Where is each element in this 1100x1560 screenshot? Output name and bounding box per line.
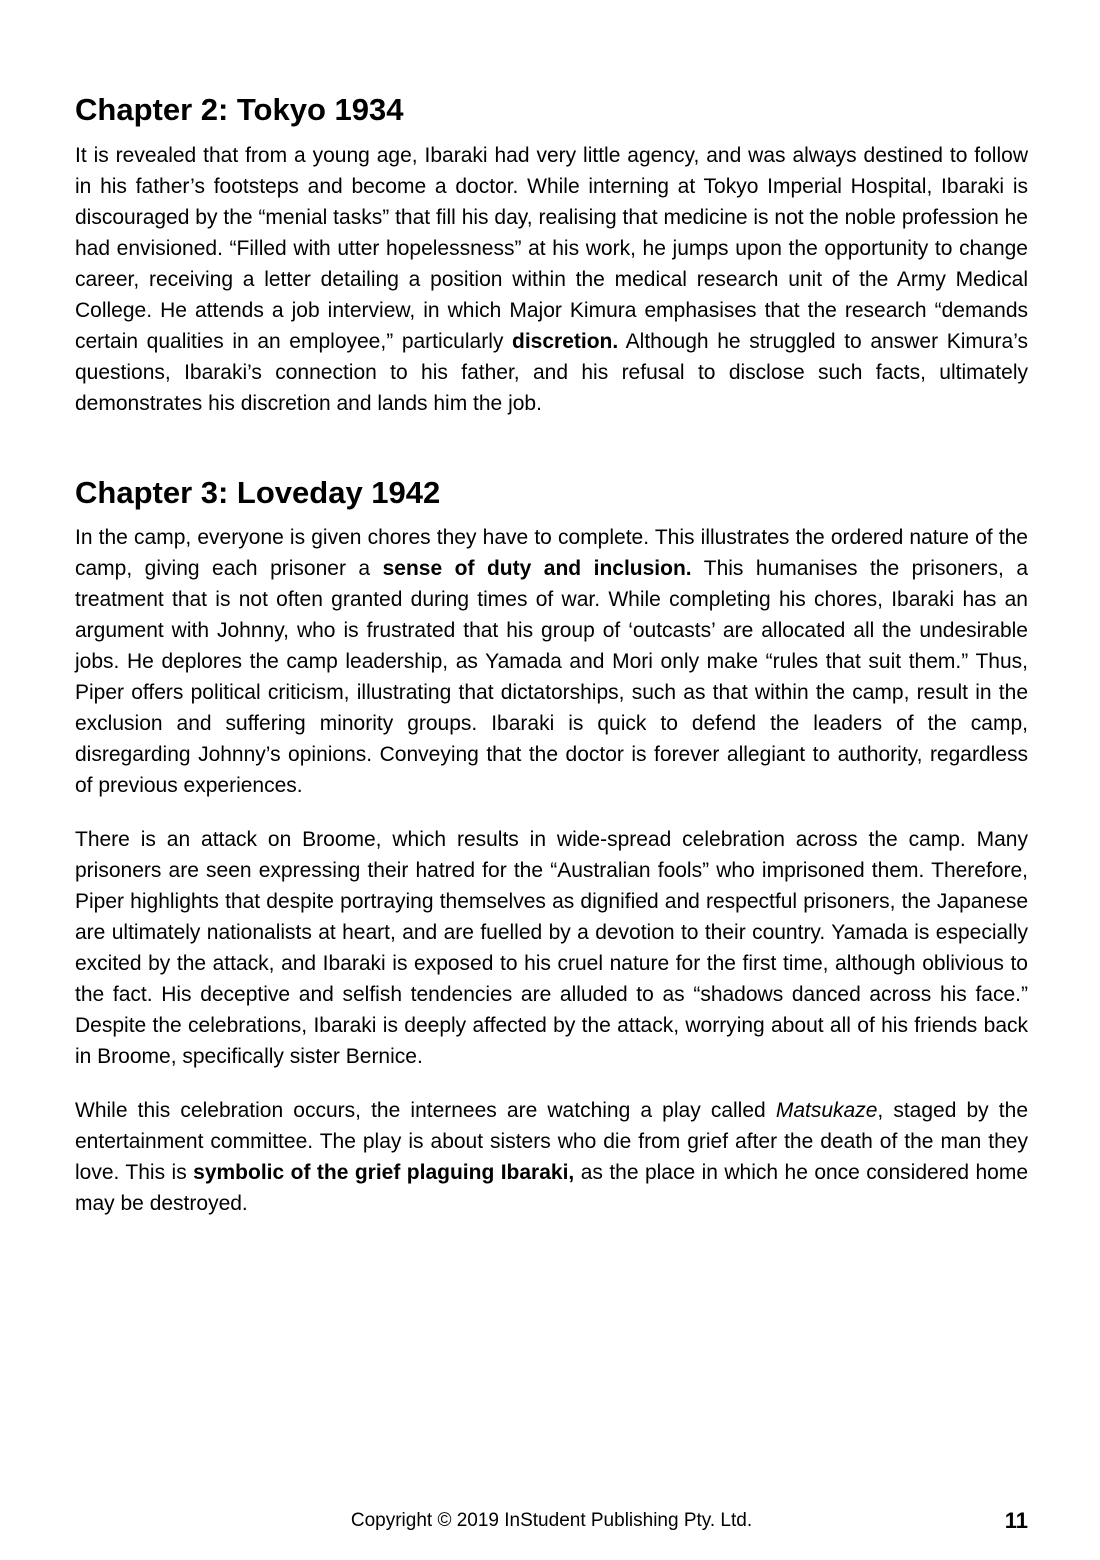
text-run: This humanises the prisoners, a treatment that is not often granted during times of war. While completing his chores, Ibaraki has an argument with Johnny, who is frustrated that his group of ‘outcasts’ are allocated all the undesirable jobs. He deplores the camp leadership, as Yamada and Mori only make “rules that suit them.” Thus, Piper offers political criticism, illustrating that dictatorships, such as that within the camp, result in the exclusion and suffering minority groups. Ibaraki is quick to defend the leaders of the camp, disregarding Johnny’s opinions. Conveying that the doctor is forever allegiant to authority, regardless of previous experiences. <box>75 557 1029 798</box>
text-run: In the camp, everyone is given chores they have to complete. This illustrates the ordered nature of the camp, giving each prisoner a <box>75 526 1028 581</box>
text-run: It is revealed that from a young age, Ibaraki had very little agency, and was always destined to follow in his father’s footsteps and become a doctor. While interning at Tokyo Imperial Hospital, Ibaraki is discouraged by the “menial tasks” that fill his day, realising that medicine is not the noble profession he had envisioned. “Filled with utter hopelessness” at his work, he jumps upon the opportunity to change career, receiving a letter detailing a position within the medical research unit of the Army Medical College. He attends a job interview, in which Major Kimura emphasises that the research “demands certain qualities in an employee,” particularly <box>75 143 1028 353</box>
chapter-3-paragraph-2 <box>75 824 1028 1072</box>
section-chapter-3 <box>75 475 1028 1220</box>
chapter-3-heading: Chapter 3: Loveday 1942 <box>75 474 441 510</box>
copyright-notice: Copyright © 2019 InStudent Publishing Pty. Ltd. <box>350 1510 753 1531</box>
bold-text-run: sense of duty and inclusion. <box>382 557 692 581</box>
text-run: Although he struggled to answer Kimura’s questions, Ibaraki’s connection to his father, and his refusal to disclose such facts, ultimately demonstrates his discretion and lands him the job. <box>75 329 1028 415</box>
chapter-3-paragraph-3 <box>75 1095 1028 1219</box>
italic-text-run: Matsukaze <box>775 1099 878 1123</box>
section-chapter-2 <box>75 92 1028 419</box>
page-content <box>75 92 1028 1242</box>
text-run: as the place in which he once considered home may be destroyed. <box>75 1161 1029 1216</box>
page-number: 11 <box>1004 1508 1028 1533</box>
bold-text-run: symbolic of the grief plaguing Ibaraki, <box>193 1161 575 1185</box>
text-run: , staged by the entertainment committee. The play is about sisters who die from grief after the death of the man they love. This is <box>75 1099 1028 1185</box>
bold-text-run: discretion. <box>512 329 619 353</box>
chapter-2-paragraph-1 <box>75 140 1028 419</box>
text-run: While this celebration occurs, the internees are watching a play called <box>75 1099 776 1123</box>
chapter-2-heading: Chapter 2: Tokyo 1934 <box>75 92 404 127</box>
page-footer <box>75 1510 1028 1536</box>
text-run: There is an attack on Broome, which results in wide-spread celebration across the camp. Many prisoners are seen expressing their hatred for the “Australian fools” who imprisoned them. Therefore, Piper highlights that despite portraying themselves as dignified and respectful prisoners, the Japanese are ultimately nationalists at heart, and are fuelled by a devotion to their country. Yamada is especially excited by the attack, and Ibaraki is exposed to his cruel nature for the first time, although oblivious to the fact. His deceptive and selfish tendencies are alluded to as “shadows danced across his face.” Despite the celebrations, Ibaraki is deeply affected by the attack, worrying about all of his friends back in Broome, specifically sister Bernice. <box>75 828 1028 1069</box>
chapter-3-paragraph-1 <box>75 522 1028 801</box>
